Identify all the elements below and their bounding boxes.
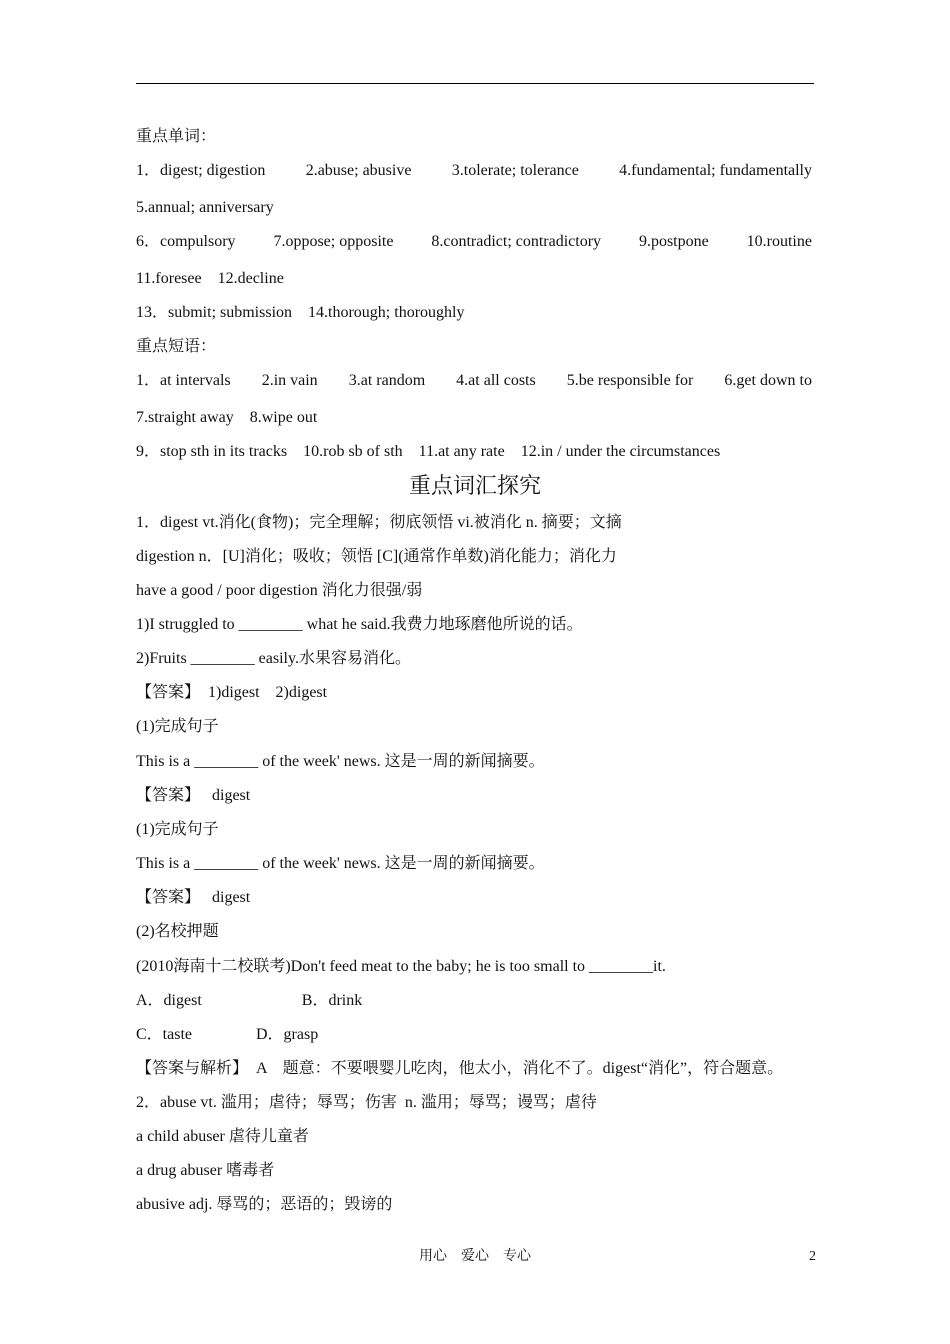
body-line: a drug abuser 嗜毒者 [136,1162,275,1179]
phrase-item: 3.at random [348,372,426,389]
vocab-item: 10.routine [746,233,812,250]
body-line: have a good / poor digestion 消化力很强/弱 [136,582,423,599]
phrase-item: 4.at all costs [456,372,536,389]
phrase-item: 5.be responsible for [566,372,694,389]
answer-line: 【答案与解析】 A 题意：不要喂婴儿吃肉，他太小，消化不了。digest“消化”，符合题意。 [136,1060,784,1077]
vocab-row-5: 13．submit; submission 14.thorough; thoroughly [136,304,465,321]
answer-line: 【答案】 1)digest 2)digest [136,684,328,701]
vocab-heading: 重点单词： [136,128,217,145]
vocab-item: 9.postpone [638,233,709,250]
body-line: This is a ________ of the week' news. 这是一周的新闻摘要。 [136,855,545,872]
body-line: digestion n．[U]消化；吸收；领悟 [C](通常作单数)消化能力；消化力 [136,548,617,565]
vocab-item: 4.fundamental; fundamentally [619,162,812,179]
body-line: 2．abuse vt. 滥用；虐待；辱骂；伤害 n. 滥用；辱骂；谩骂；虐待 [136,1094,597,1111]
vocab-row-2: 5.annual; anniversary [136,199,274,216]
answer-line: 【答案】 digest [136,889,251,906]
answer-line: 【答案】 digest [136,787,251,804]
phrase-row-3: 9．stop sth in its tracks 10.rob sb of sth 11.at any rate 12.in / under the circumstances [136,443,721,460]
vocab-item: 6．compulsory [136,233,236,250]
phrase-item: 2.in vain [261,372,318,389]
option-line: C．taste D．grasp [136,1026,319,1043]
phrase-row-1 [136,371,812,391]
body-line: 1)I struggled to ________ what he said.我费力地琢磨他所说的话。 [136,616,583,633]
section-title: 重点词汇探究 [408,473,541,498]
body-line: (2)名校押题 [136,923,219,940]
vocab-item: 3.tolerate; tolerance [451,162,579,179]
vocab-item: 7.oppose; opposite [273,233,394,250]
phrase-row-2: 7.straight away 8.wipe out [136,409,318,426]
header-rule [136,83,814,84]
option-line: A．digest B．drink [136,992,363,1009]
vocab-item: 2.abuse; abusive [305,162,412,179]
body-line: 2)Fruits ________ easily.水果容易消化。 [136,650,411,667]
vocab-row-1 [136,161,812,181]
body-line: 1．digest vt.消化(食物)；完全理解；彻底领悟 vi.被消化 n. 摘要；文摘 [136,514,622,531]
vocab-row-3 [136,232,812,252]
body-line: abusive adj. 辱骂的；恶语的；毁谤的 [136,1196,393,1213]
body-line: (1)完成句子 [136,821,219,838]
page-footer: 用心 爱心 专心 [419,1249,531,1264]
body-line: This is a ________ of the week' news. 这是一周的新闻摘要。 [136,753,545,770]
page-number: 2 [809,1249,816,1264]
vocab-item: 8.contradict; contradictory [431,233,602,250]
question-line: (2010海南十二校联考)Don't feed meat to the baby; he is too small to ________it. [136,958,666,975]
vocab-item: 1．digest; digestion [136,162,266,179]
body-line: (1)完成句子 [136,718,219,735]
phrase-item: 6.get down to [724,372,812,389]
phrase-item: 1．at intervals [136,372,231,389]
phrase-heading: 重点短语： [136,338,217,355]
vocab-row-4: 11.foresee 12.decline [136,270,284,287]
body-line: a child abuser 虐待儿童者 [136,1128,309,1145]
